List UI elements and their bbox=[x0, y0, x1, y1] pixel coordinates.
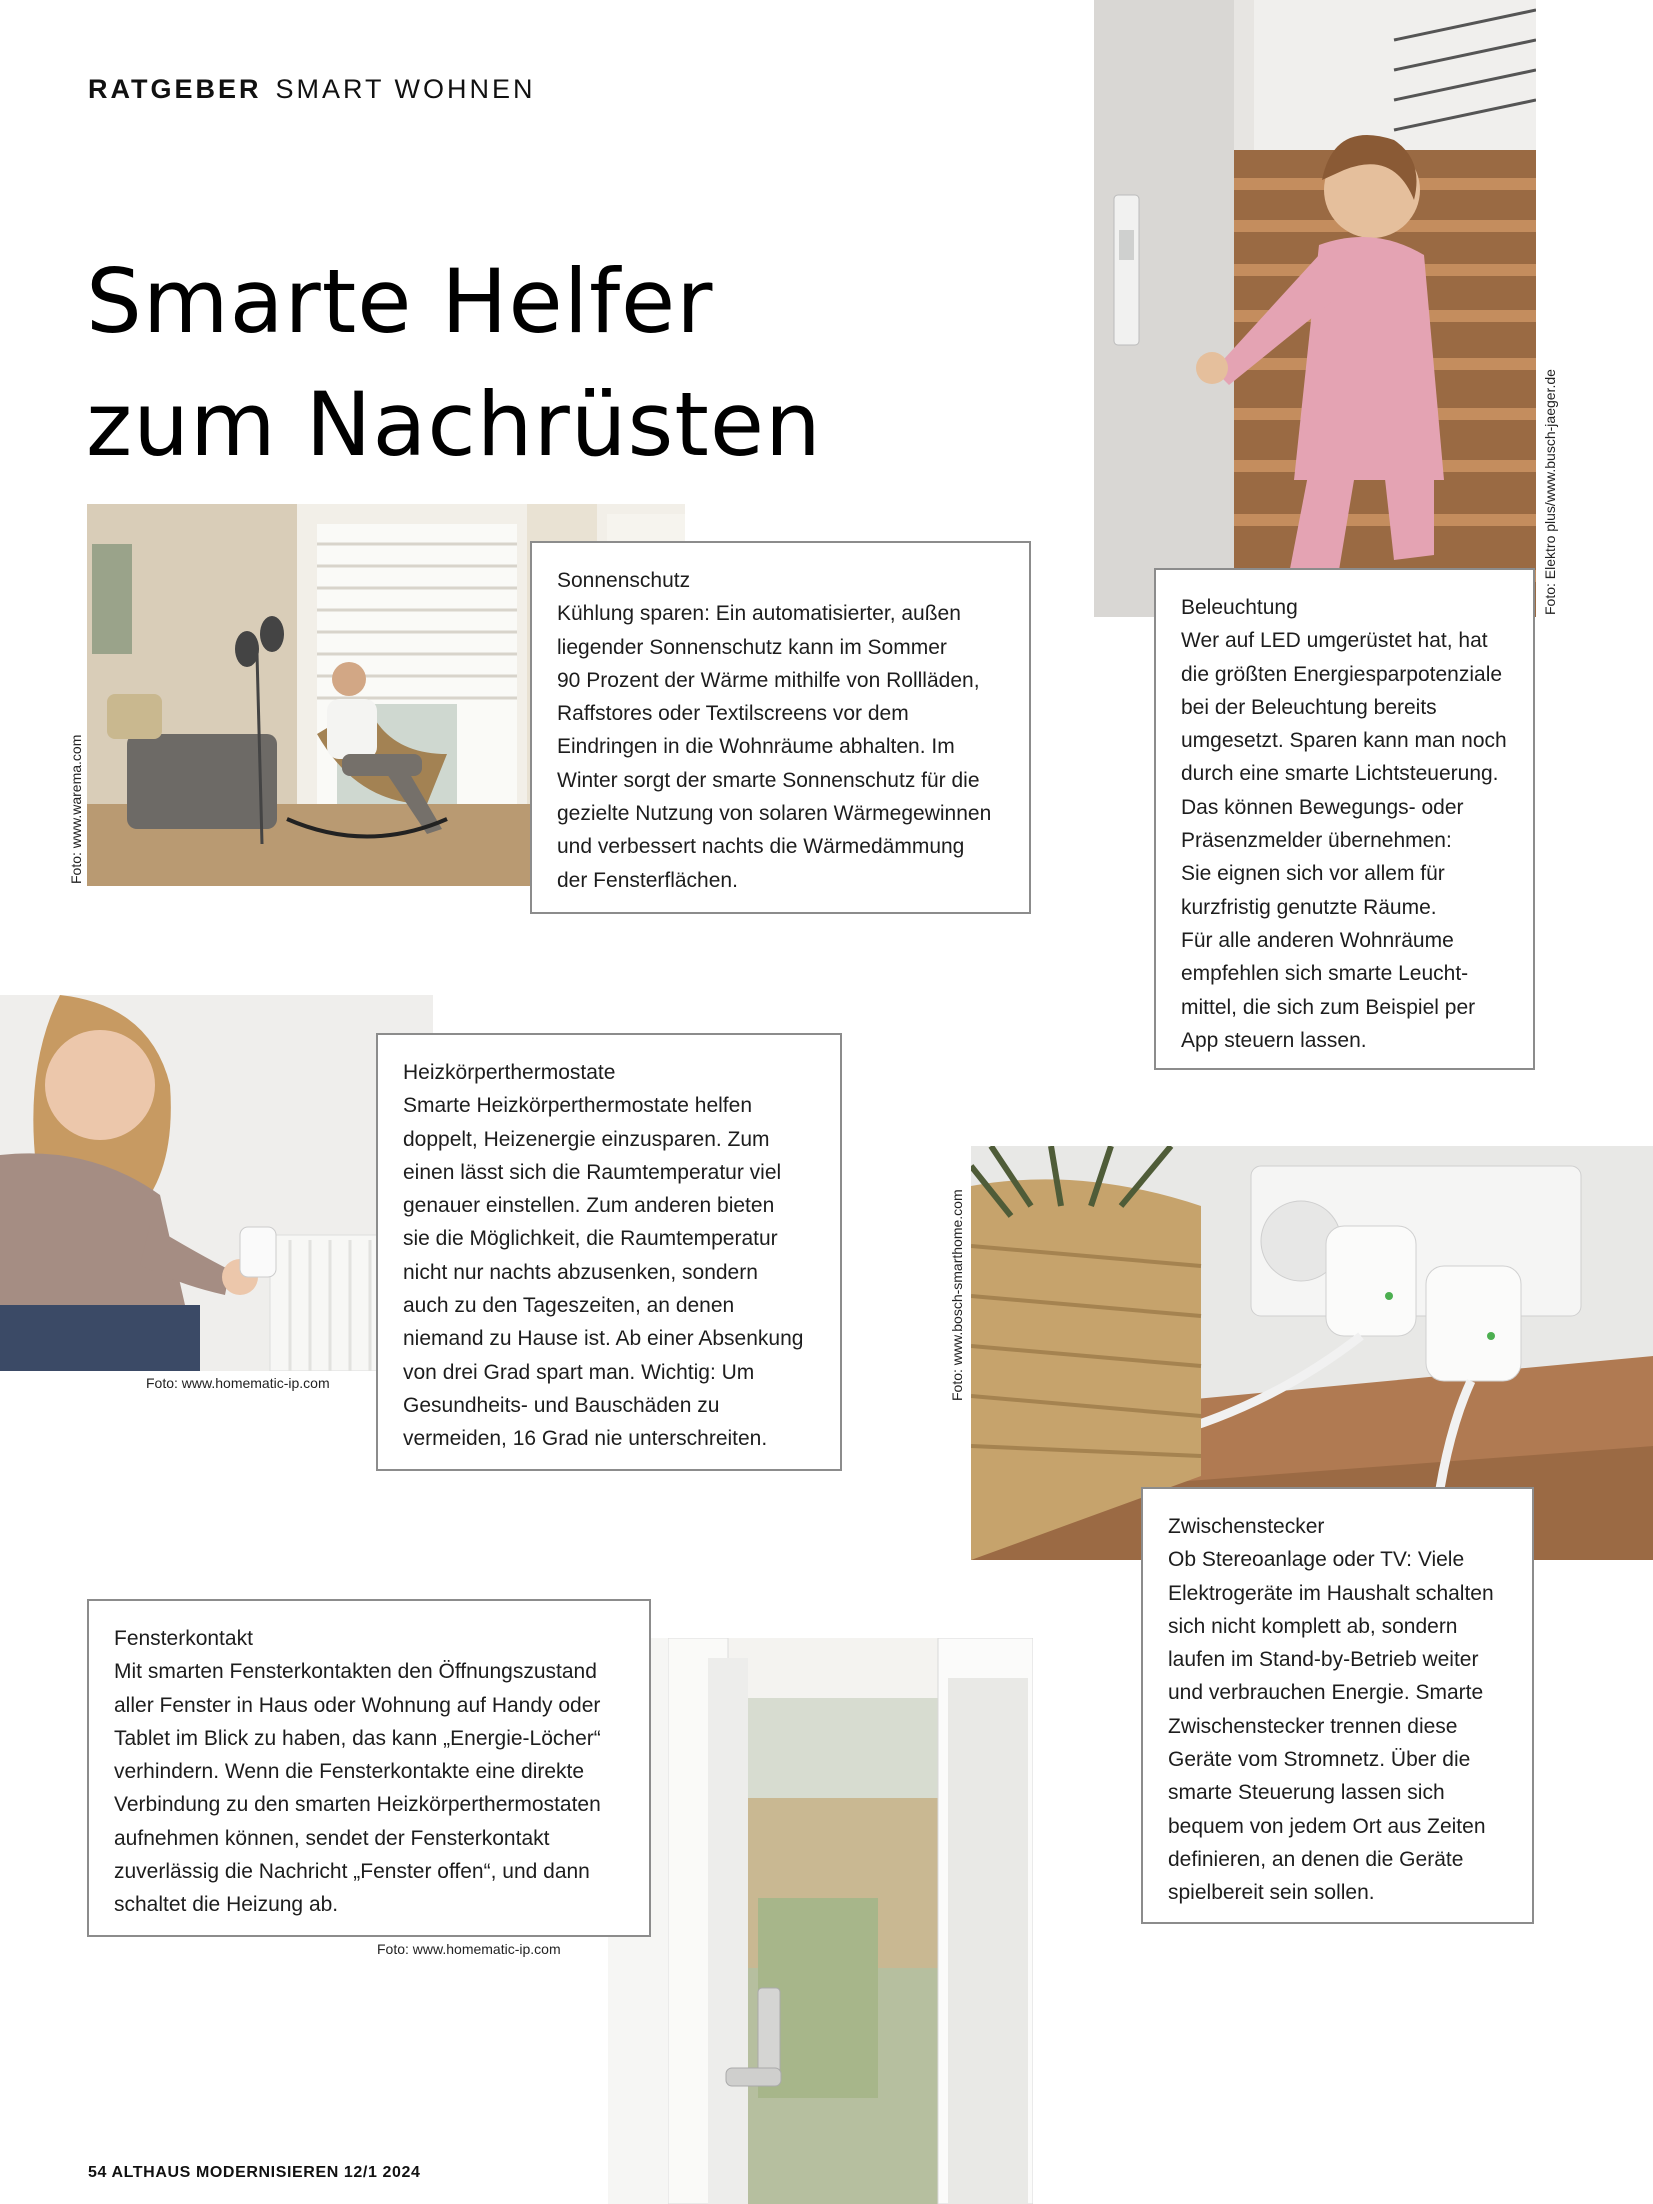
box-zwischenstecker bbox=[1141, 1487, 1534, 1924]
box-heading: Sonnenschutz bbox=[557, 569, 691, 592]
section-label: RATGEBER bbox=[88, 74, 262, 104]
credit-thermostat: Foto: www.homematic-ip.com bbox=[146, 1375, 330, 1391]
box-beleuchtung bbox=[1154, 568, 1535, 1070]
credit-window: Foto: www.homematic-ip.com bbox=[377, 1941, 561, 1957]
credit-stairs: Foto: Elektro plus/www.busch-jaeger.de bbox=[1542, 369, 1558, 615]
title-line-2: zum Nachrüsten bbox=[86, 373, 822, 476]
credit-sunshade: Foto: www.warema.com bbox=[68, 734, 84, 884]
box-text: Mit smarten Fensterkontakten den Öffnungszustand aller Fenster in Haus oder Wohnung auf Handy oder Tablet im Blick zu haben, das kann „Energie-Löcher“ verhindern. Wenn die Fensterkontakte eine direkte Verbindung zu den smarten Heizkörperthermostaten aufnehmen können, sendet der Fensterkontakt zuverlässig die Nachricht „Fenster offen“, und dann schaltet die Heizung ab. bbox=[114, 1660, 601, 1917]
box-heading: Fensterkontakt bbox=[114, 1627, 253, 1650]
subsection-label: SMART WOHNEN bbox=[275, 74, 536, 104]
title-line-1: Smarte Helfer bbox=[86, 250, 714, 353]
box-text: Wer auf LED umgerüstet hat, hat die größten Energiesparpotenziale bei der Beleuchtung bereits umgesetzt. Sparen kann man noch durch eine smarte Lichtsteuerung. Das können Bewegungs- oder Präsenzmelder übernehmen: Sie eignen sich vor allem für kurzfristig genutzte Räume. Für alle anderen Wohnräume empfehlen sich smarte Leucht- mittel, die sich zum Beispiel per App steuern lassen. bbox=[1181, 629, 1507, 1052]
stairs-photo bbox=[1094, 0, 1536, 617]
window-photo bbox=[608, 1638, 1033, 2204]
box-sonnenschutz bbox=[530, 541, 1031, 914]
box-text: Ob Stereoanlage oder TV: Viele Elektrogeräte im Haushalt schalten sich nicht komplett ab, sondern laufen im Stand-by-Betrieb weiter und verbrauchen Energie. Smarte Zwischenstecker trennen diese Geräte vom Stromnetz. Über die smarte Steuerung lassen sich bequem von jedem Ort aus Zeiten definieren, an denen die Geräte spielbereit sein sollen. bbox=[1168, 1548, 1494, 1905]
box-fensterkontakt bbox=[87, 1599, 651, 1937]
box-heizkoerper bbox=[376, 1033, 842, 1471]
box-text: Kühlung sparen: Ein automatisierter, außen liegender Sonnenschutz kann im Sommer 90 Prozent der Wärme mithilfe von Rollläden, Raffstores oder Textilscreens vor dem Eindringen in die Wohnräume abhalten. Im Winter sorgt der smarte Sonnenschutz für die gezielte Nutzung von solaren Wärmegewinnen und verbessert nachts die Wärmedämmung der Fensterflächen. bbox=[557, 602, 992, 892]
thermostat-photo bbox=[0, 995, 433, 1371]
box-heading: Beleuchtung bbox=[1181, 596, 1298, 619]
credit-plugs: Foto: www.bosch-smarthome.com bbox=[949, 1189, 965, 1401]
box-heading: Zwischenstecker bbox=[1168, 1515, 1325, 1538]
box-text: Smarte Heizkörperthermostate helfen doppelt, Heizenergie einzusparen. Zum einen lässt sich die Raumtemperatur viel genauer einstellen. Zum anderen bieten sie die Möglichkeit, die Raumtemperatur nicht nur nachts abzusenken, sondern auch zu den Tageszeiten, an denen niemand zu Hause ist. Ab einer Absenkung von drei Grad spart man. Wichtig: Um Gesundheits- und Bauschäden zu vermeiden, 16 Grad nie unterschreiten. bbox=[403, 1094, 804, 1451]
page-footer: 54 ALTHAUS MODERNISIEREN 12/1 2024 bbox=[88, 2164, 421, 2181]
page-title bbox=[86, 240, 822, 486]
section-kicker bbox=[88, 74, 536, 105]
box-heading: Heizkörperthermostate bbox=[403, 1061, 616, 1084]
